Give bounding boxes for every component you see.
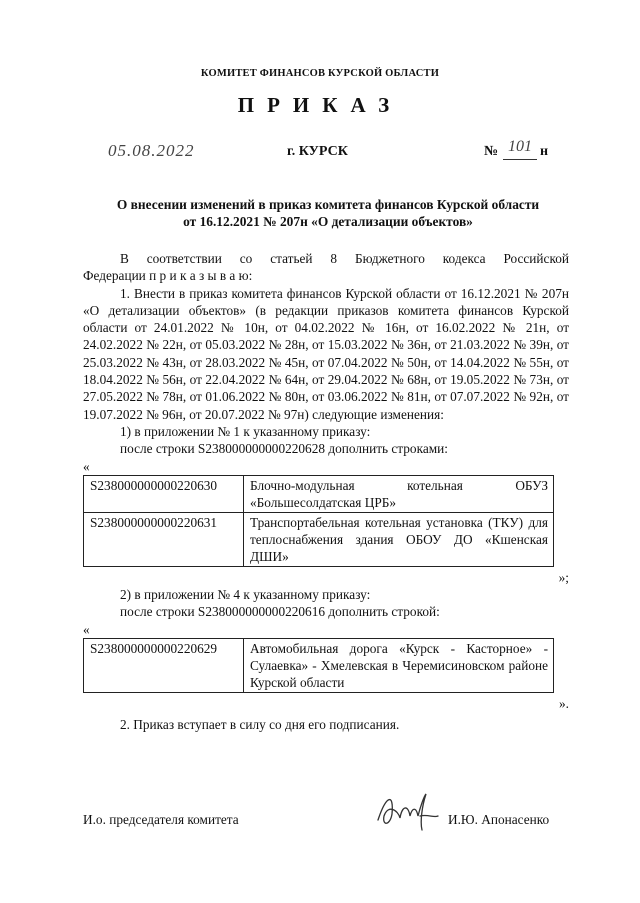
heading-line-2: от 16.12.2021 № 207н «О детализации объектов»	[183, 214, 473, 229]
table-row	[84, 639, 554, 693]
table-cell-name: Транспортабельная котельная установка (ТКУ) для теплоснабжения здания ОБОУ ДО «Кшенская ДШИ»	[244, 512, 554, 566]
document-type-title: ПРИКАЗ	[237, 93, 403, 117]
appendix-4-table	[83, 638, 554, 693]
quote-open-2: «	[83, 621, 90, 637]
order-number-underline	[503, 159, 537, 160]
sub-item-2-instruction: после строки S238000000000220616 дополнить строкой:	[120, 604, 440, 620]
signatory-role: И.о. председателя комитета	[83, 812, 239, 827]
sub-item-1: 1) в приложении № 1 к указанному приказу:	[120, 423, 371, 439]
city-label: г. КУРСК	[287, 144, 348, 159]
intro-line-2: Федерации п р и к а з ы в а ю:	[83, 268, 253, 284]
table-cell-name: Блочно-модульная котельная ОБУЗ «Большесолдатская ЦРБ»	[244, 475, 554, 512]
organization-name: КОМИТЕТ ФИНАНСОВ КУРСКОЙ ОБЛАСТИ	[200, 68, 440, 79]
table-cell-name: Автомобильная дорога «Курск - Касторное» - Сулаевка» - Хмелевская в Черемисиновском районе Курской области	[244, 639, 554, 693]
sub-item-1-instruction: после строки S238000000000220628 дополнить строками:	[120, 441, 448, 457]
quote-close-2: ».	[559, 696, 569, 712]
table-cell-code: S238000000000220631	[84, 512, 244, 566]
table-row	[84, 475, 554, 512]
quote-open-1: «	[83, 458, 90, 474]
order-body	[83, 250, 569, 734]
item-2-paragraph: 2. Приказ вступает в силу со дня его подписания.	[120, 717, 400, 733]
sub-item-2: 2) в приложении № 4 к указанному приказу:	[120, 587, 371, 603]
handwritten-date: 05.08.2022	[108, 141, 195, 160]
table-cell-code: S238000000000220629	[84, 639, 244, 693]
item-1-paragraph: 1. Внести в приказ комитета финансов Курской области от 16.12.2021 № 207н «О детализации объектов» (в редакции приказов комитета финансов Курской области от 24.01.2022 № 10н, от 04.02.2022 № 16н, от 16.02.2022 № 21н, от 24.02.2022 № 22н, от 05.03.2022 № 28н, от 15.03.2022 № 36н, от 21.03.2022 № 39н, от 25.03.2022 № 43н, от 28.03.2022 № 45н, от 07.04.2022 № 50н, от 14.04.2022 № 55н, от 18.04.2022 № 56н, от 22.04.2022 № 64н, от 29.04.2022 № 68н, от 19.05.2022 № 73н, от 27.05.2022 № 78н, от 01.06.2022 № 80н, от 03.06.2022 № 81н, от 07.07.2022 № 92н, от 19.07.2022 № 96н, от 20.07.2022 № 97н) следующие изменения:	[83, 285, 569, 422]
order-heading	[70, 196, 586, 230]
table-row	[84, 512, 554, 566]
heading-line-1: О внесении изменений в приказ комитета финансов Курской области	[116, 197, 540, 212]
order-number-suffix: н	[540, 144, 549, 159]
intro-line-1: В соответствии со статьей 8 Бюджетного кодекса Российской	[120, 251, 569, 266]
order-number-label: №	[484, 144, 499, 159]
handwritten-signature-icon	[372, 786, 442, 836]
appendix-1-table	[83, 475, 554, 567]
quote-close-1: »;	[558, 569, 569, 585]
handwritten-order-number: 101	[508, 138, 532, 155]
signatory-name: И.Ю. Апонасенко	[448, 812, 550, 827]
table-cell-code: S238000000000220630	[84, 475, 244, 512]
